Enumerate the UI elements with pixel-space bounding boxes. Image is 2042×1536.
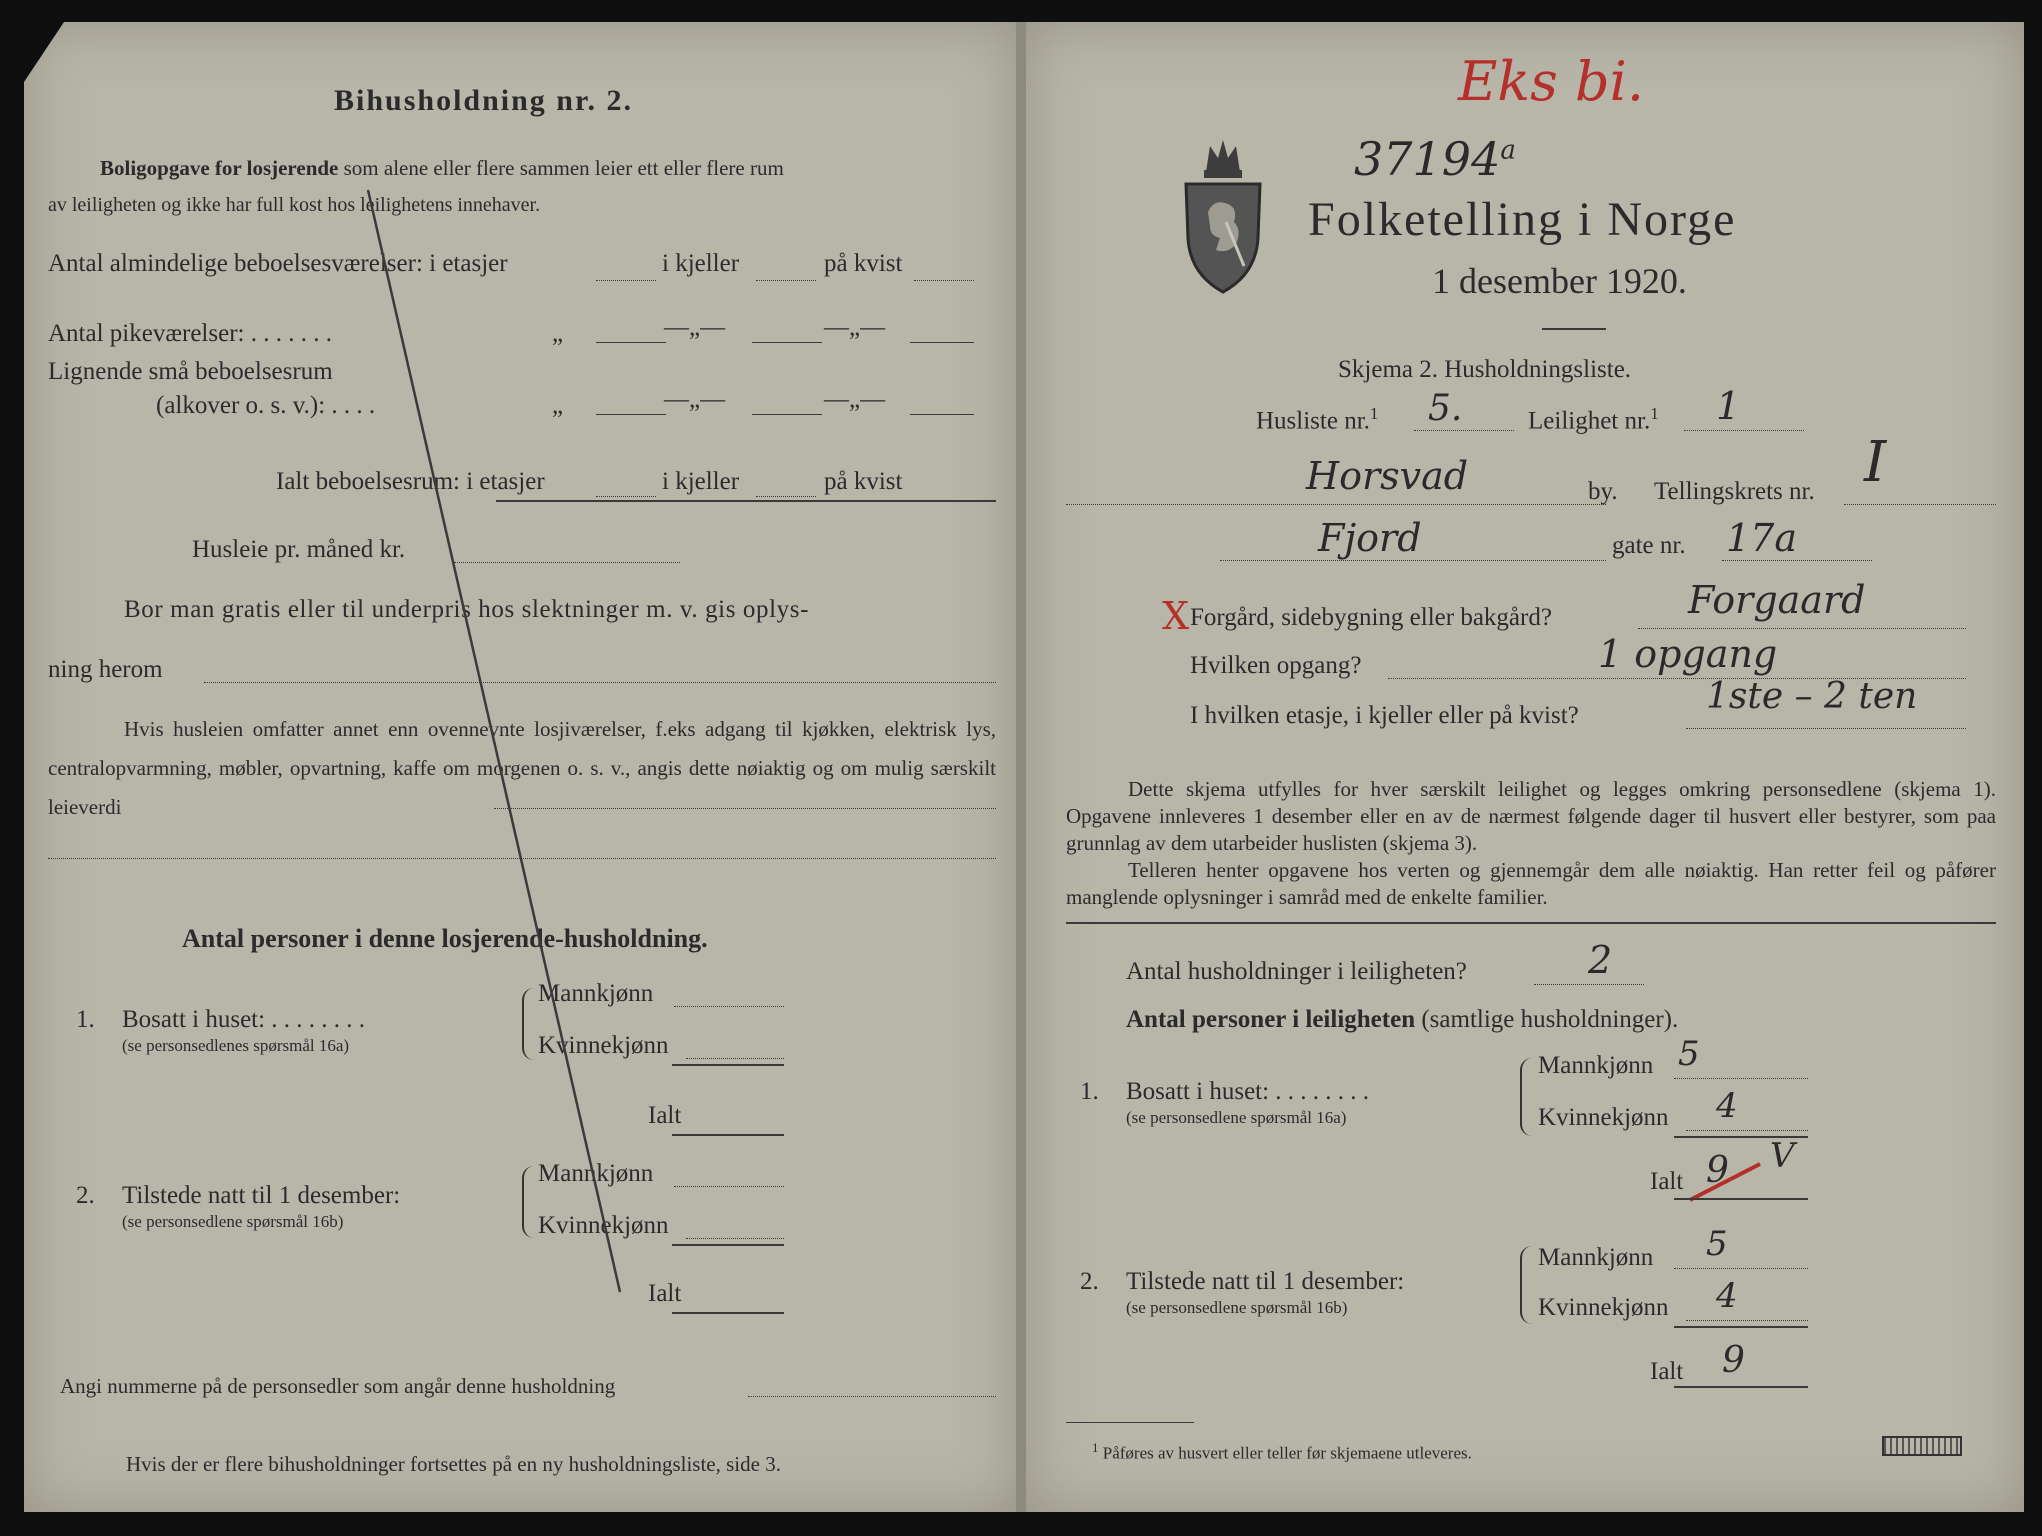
forgard-label: Forgård, sidebygning eller bakgård?: [1190, 604, 1552, 631]
instructions-rule: [1066, 922, 1996, 924]
left-q1-label: Bosatt i huset: . . . . . . . .: [122, 1006, 366, 1033]
gate-field: [1220, 560, 1606, 561]
right-q1-check: V: [1770, 1136, 1795, 1176]
left-q1-kvinne-label: Kvinnekjønn: [538, 1032, 669, 1059]
left-title: Bihusholdning nr. 2.: [334, 84, 634, 117]
bor-man-line2: ning herom: [48, 656, 163, 683]
archive-number: 37194$^a$: [1354, 132, 1516, 186]
right-q1-ialt-value[interactable]: 9: [1706, 1150, 1729, 1191]
left-page: [24, 22, 1018, 1512]
right-q1-kvinne-label: Kvinnekjønn: [1538, 1104, 1669, 1131]
angi-label: Angi nummerne på de personsedler som angår denne husholdning: [60, 1374, 616, 1398]
right-q1-number: 1.: [1080, 1078, 1099, 1105]
right-q1-mann-label: Mannkjønn: [1538, 1052, 1654, 1079]
left-q1-number: 1.: [76, 1006, 95, 1033]
etasje-label: I hvilken etasje, i kjeller eller på kvist?: [1190, 702, 1579, 729]
etasje-value[interactable]: 1ste – 2 ten: [1706, 676, 1918, 717]
left-q1-ialt-label: Ialt: [648, 1102, 682, 1129]
tellingskrets-label: Tellingskrets nr.: [1654, 478, 1815, 505]
x-mark: X: [1162, 594, 1190, 638]
right-q1-mann-value[interactable]: 5: [1678, 1034, 1700, 1074]
left-q2-mann-label: Mannkjønn: [538, 1160, 654, 1187]
right-q1-brace: [1520, 1058, 1532, 1136]
right-q2-ialt-line: [1674, 1386, 1808, 1388]
antal-personer-bold: Antal personer i leiligheten: [1126, 1006, 1416, 1033]
antal-hush-label: Antal husholdninger i leiligheten?: [1126, 958, 1467, 985]
husleie-label: Husleie pr. måned kr.: [192, 536, 406, 563]
antal-pike-label: Antal pikeværelser: . . . . . . .: [48, 320, 332, 347]
ialt-rum-label: Ialt beboelsesrum: i etasjer: [276, 468, 545, 495]
antal-alm-label: Antal almindelige beboelsesværelser: i etasjer: [48, 250, 508, 277]
right-q1-label: Bosatt i huset: . . . . . . . .: [1126, 1078, 1370, 1105]
right-q2-label: Tilstede natt til 1 desember:: [1126, 1268, 1405, 1295]
lign-quote: „: [552, 392, 564, 419]
kvist-label-1: på kvist: [824, 250, 903, 277]
right-antal-personer: [1126, 1006, 1678, 1034]
forgard-field: [1638, 628, 1966, 629]
leilighet-field: [1684, 430, 1804, 431]
right-date: 1 desember 1920.: [1432, 261, 1687, 301]
right-page: [1026, 22, 2024, 1512]
right-q2-kvinne-field: [1686, 1320, 1808, 1321]
left-antal-personer-heading: Antal personer i denne losjerende-husholdning.: [182, 924, 708, 953]
norway-coat-of-arms-icon: [1180, 126, 1266, 298]
hvis-husleien-text: Hvis husleien omfatter annet enn ovennevnte losjiværelser, f.eks adgang til kjøkken, elektrisk lys, centralopvarmning, møbler, opvartning, kaffe om morgenen o. s. v., angis dette nøiaktig og om mulig særskilt leieverdi: [48, 717, 996, 819]
gate-nr-value[interactable]: 17a: [1726, 516, 1798, 560]
by-label: by.: [1588, 478, 1618, 505]
eks-bi-handwriting: Eks bi.: [1458, 50, 1645, 113]
footnote-rule: [1066, 1422, 1194, 1423]
lign-dash-1: —„—: [664, 386, 726, 413]
right-q2-sub: (se personsedlene spørsmål 16b): [1126, 1298, 1348, 1317]
printer-mark-icon: [1882, 1436, 1962, 1456]
right-q2-mann-label: Mannkjønn: [1538, 1244, 1654, 1271]
right-q1-mann-field: [1674, 1078, 1808, 1079]
diagonal-strike-mark: [24, 22, 1018, 1512]
pike-dash-2: —„—: [824, 314, 886, 341]
antal-hush-field: [1534, 984, 1644, 985]
right-q2-number: 2.: [1080, 1268, 1099, 1295]
left-q2-label: Tilstede natt til 1 desember:: [122, 1182, 401, 1209]
right-q2-kvinne-value[interactable]: 4: [1716, 1276, 1738, 1316]
left-q2-sub: (se personsedlene spørsmål 16b): [122, 1212, 344, 1231]
tellingskrets-value[interactable]: I: [1864, 430, 1887, 495]
bor-man-line1: Bor man gratis eller til underpris hos slektninger m. v. gis oplys-: [124, 596, 810, 623]
right-q2-sum-line: [1674, 1326, 1808, 1328]
left-q2-ialt-label: Ialt: [648, 1280, 682, 1307]
right-q1-kvinne-field: [1686, 1130, 1808, 1131]
husliste-value[interactable]: 5.: [1428, 388, 1463, 429]
opgang-value[interactable]: 1 opgang: [1598, 632, 1778, 676]
right-q2-mann-field: [1674, 1268, 1808, 1269]
gate-label: gate nr.: [1612, 532, 1686, 559]
right-q2-brace: [1520, 1246, 1532, 1324]
left-q1-mann-label: Mannkjønn: [538, 980, 654, 1007]
gate-value[interactable]: Fjord: [1318, 516, 1422, 560]
tellingskrets-field: [1844, 504, 1996, 505]
left-intro-line2: av leiligheten og ikke har full kost hos leilighetens innehaver.: [48, 194, 541, 216]
forgard-value[interactable]: Forgaard: [1688, 578, 1866, 622]
skjema-label: Skjema 2. Husholdningsliste.: [1338, 356, 1632, 383]
by-field: [1066, 504, 1606, 505]
instructions-paragraph-2: Telleren henter opgavene hos verten og gjennemgår dem alle nøiaktig. Han retter feil og påfører manglende oplysninger i samråd med de enkelte familier.: [1066, 858, 1996, 909]
right-q1-sub: (se personsedlene spørsmål 16a): [1126, 1108, 1347, 1127]
left-q1-sub: (se personsedlenes spørsmål 16a): [122, 1036, 350, 1055]
husliste-label: Husliste nr.$^1$: [1256, 404, 1379, 435]
etasje-field: [1686, 728, 1966, 729]
left-footer: Hvis der er flere bihusholdninger fortsettes på en ny husholdningsliste, side 3.: [126, 1452, 781, 1476]
lign-dash-2: —„—: [824, 386, 886, 413]
right-title: Folketelling i Norge: [1308, 193, 1737, 246]
intro-bold: Boligopgave for losjerende: [100, 156, 339, 180]
right-q1-ialt-label: Ialt: [1650, 1168, 1684, 1195]
right-q2-kvinne-label: Kvinnekjønn: [1538, 1294, 1669, 1321]
leilighet-label: Leilighet nr.$^1$: [1528, 404, 1659, 435]
right-q2-ialt-value[interactable]: 9: [1722, 1340, 1745, 1381]
lignende-label-1: Lignende små beboelsesrum: [48, 358, 333, 385]
footnote: $^1$ Påføres av husvert eller teller før skjemaene utleveres.: [1092, 1440, 1472, 1463]
instructions-paragraph-1: Dette skjema utfylles for hver særskilt leilighet og legges omkring personsedlene (skjema 1). Opgavene innleveres 1 desember eller en av de nærmest følgende dager til husvert eller bestyrer, som paa grunnlag av dem utarbeider huslisten (skjema 3).: [1066, 777, 1996, 855]
antal-hush-value[interactable]: 2: [1588, 938, 1613, 982]
antal-personer-rest: (samtlige husholdninger).: [1421, 1006, 1679, 1033]
lignende-label-2: (alkover o. s. v.): . . . .: [156, 392, 376, 419]
kjeller-label-2: i kjeller: [662, 468, 740, 495]
pike-dash-1: —„—: [664, 314, 726, 341]
gate-nr-field: [1722, 560, 1872, 561]
right-q1-kvinne-value[interactable]: 4: [1716, 1086, 1738, 1126]
leilighet-value[interactable]: 1: [1716, 384, 1741, 428]
kvist-label-2: på kvist: [824, 468, 903, 495]
right-q1-ialt-line: [1674, 1198, 1808, 1200]
intro-rest1: som alene eller flere sammen leier ett eller flere rum: [343, 156, 784, 180]
pike-quote: „: [552, 320, 564, 347]
left-q2-number: 2.: [76, 1182, 95, 1209]
right-q2-mann-value[interactable]: 5: [1706, 1224, 1728, 1264]
kjeller-label-1: i kjeller: [662, 250, 740, 277]
opgang-label: Hvilken opgang?: [1190, 652, 1362, 679]
title-rule: [1542, 328, 1606, 330]
husliste-field: [1414, 430, 1514, 431]
right-q2-ialt-label: Ialt: [1650, 1358, 1684, 1385]
left-q2-kvinne-label: Kvinnekjønn: [538, 1212, 669, 1239]
by-value[interactable]: Horsvad: [1306, 454, 1469, 498]
